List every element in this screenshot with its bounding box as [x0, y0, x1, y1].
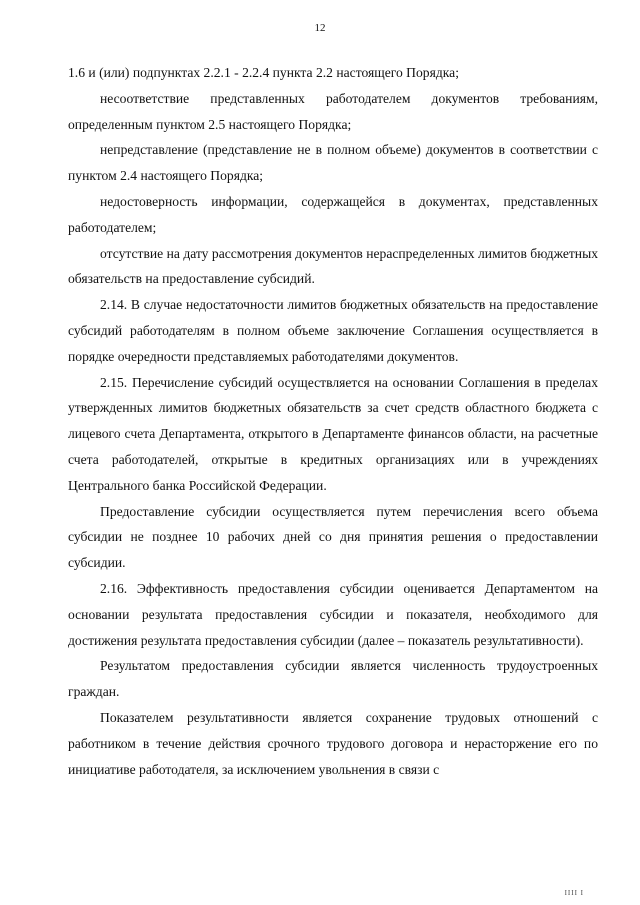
paragraph-10: Результатом предоставления субсидии является численность трудоустроенных граждан. [68, 658, 598, 700]
footer-barcode-mark: IIII I [564, 889, 584, 897]
paragraph-7: 2.15. Перечисление субсидий осуществляется на основании Соглашения в пределах утвержденных лимитов бюджетных обязательств за счет средств областного бюджета с лицевого счета Департамента, открытого в Департаменте финансов области, на расчетные счета работодателей, открытые в кредитных организациях или в учреждениях Центрального банка Российской Федерации. [68, 374, 598, 493]
paragraph-6: 2.14. В случае недостаточности лимитов бюджетных обязательств на предоставление субсидий работодателям в полном объеме заключение Соглашения осуществляется в порядке очередности представляемых работодателями документов. [68, 297, 598, 364]
paragraph-8: Предоставление субсидии осуществляется путем перечисления всего объема субсидии не позднее 10 рабочих дней со дня принятия решения о предоставлении субсидии. [68, 503, 598, 571]
paragraph-9: 2.16. Эффективность предоставления субсидии оценивается Департаментом на основании результата предоставления субсидии и показателя, необходимого для достижения результата предоставления субсидии (далее – показатель результативности). [68, 580, 598, 648]
document-body [68, 60, 598, 782]
page-number: 12 [314, 22, 326, 34]
paragraph-1: 1.6 и (или) подпунктах 2.2.1 - 2.2.4 пункта 2.2 настоящего Порядка; [68, 65, 459, 80]
paragraph-2: несоответствие представленных работодателем документов требованиям, определенным пунктом 2.5 настоящего Порядка; [68, 90, 598, 132]
paragraph-4: недостоверность информации, содержащейся в документах, представленных работодателем; [68, 193, 598, 235]
paragraph-11: Показателем результативности является сохранение трудовых отношений с работником в течение действия срочного трудового договора и нерасторжение его по инициативе работодателя, за исключением увольнения в связи с [68, 709, 598, 777]
paragraph-5: отсутствие на дату рассмотрения документов нераспределенных лимитов бюджетных обязательств на предоставление субсидий. [68, 245, 598, 287]
paragraph-3: непредставление (представление не в полном объеме) документов в соответствии с пунктом 2.4 настоящего Порядка; [68, 142, 598, 184]
